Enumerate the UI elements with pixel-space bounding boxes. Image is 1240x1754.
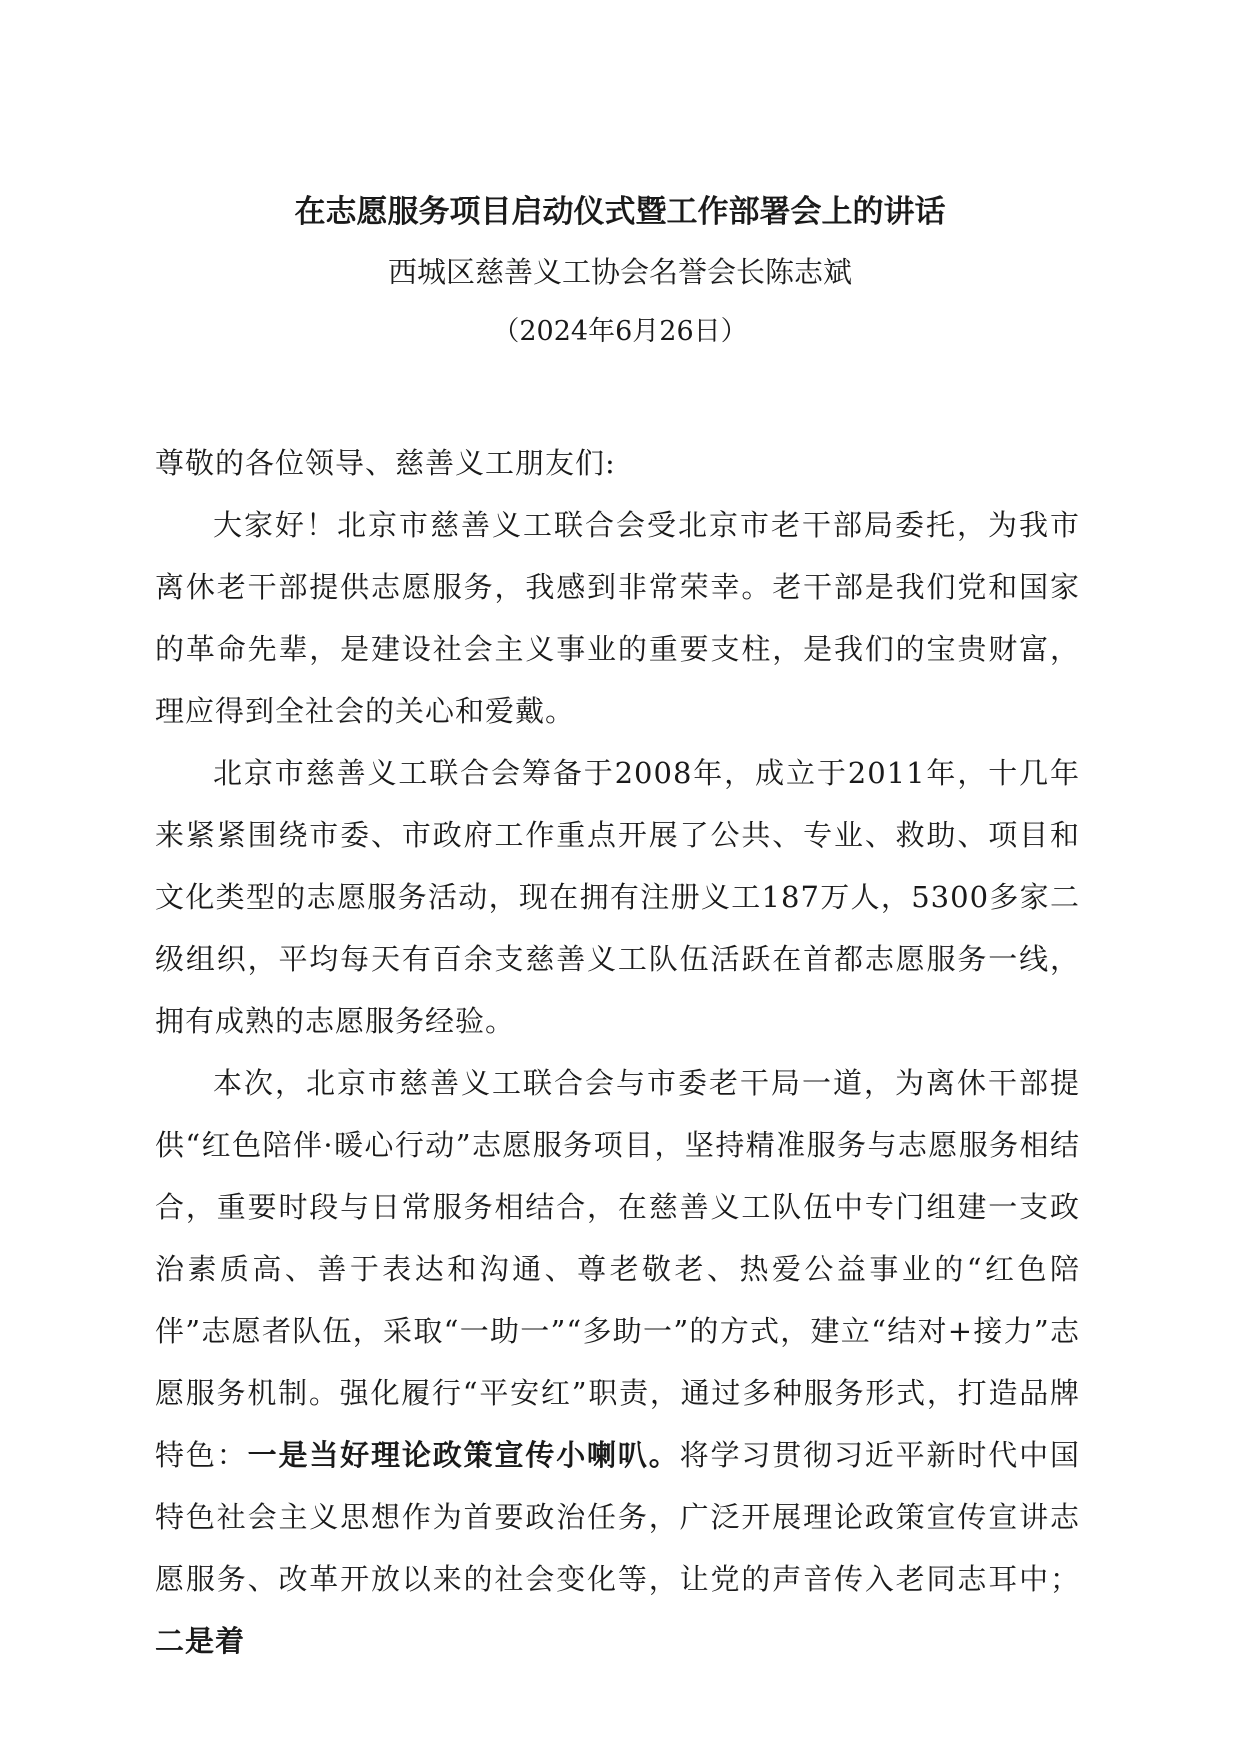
paragraph-3 — [155, 1052, 1080, 1672]
page-title: 在志愿服务项目启动仪式暨工作部署会上的讲话 — [294, 194, 946, 230]
speech-date: （2024年6月26日） — [492, 316, 748, 347]
point-two-heading: 二是着 — [155, 1624, 246, 1658]
speech-body — [155, 432, 1080, 1672]
speaker-line: 西城区慈善义工协会名誉会长陈志斌 — [387, 255, 852, 289]
salutation: 尊敬的各位领导、慈善义工朋友们: — [155, 446, 616, 480]
paragraph-2: 北京市慈善义工联合会筹备于2008年，成立于2011年，十几年来紧紧围绕市委、市政府工作重点开展了公共、专业、救助、项目和文化类型的志愿服务活动，现在拥有注册义工187万人，5300多家二级组织，平均每天有百余支慈善义工队伍活跃在首都志愿服务一线，拥有成熟的志愿服务经验。 — [155, 756, 1080, 1038]
paragraph-3-text-b: 将学习贯彻习近平新时代中国特色社会主义思想作为首要政治任务，广泛开展理论政策宣传宣讲志愿服务、改革开放以来的社会变化等，让党的声音传入老同志耳中； — [155, 1438, 1080, 1596]
paragraph-3-text-a: 本次，北京市慈善义工联合会与市委老干局一道，为离休干部提供“红色陪伴·暖心行动”志愿服务项目，坚持精准服务与志愿服务相结合，重要时段与日常服务相结合，在慈善义工队伍中专门组建一支政治素质高、善于表达和沟通、尊老敬老、热爱公益事业的“红色陪伴”志愿者队伍，采取“一助一”“多助一”的方式，建立“结对+接力”志愿服务机制。强化履行“平安红”职责，通过多种服务形式，打造品牌特色： — [155, 1066, 1080, 1472]
point-one-heading: 一是当好理论政策宣传小喇叭。 — [247, 1438, 680, 1472]
paragraph-1: 大家好！北京市慈善义工联合会受北京市老干部局委托，为我市离休老干部提供志愿服务，我感到非常荣幸。老干部是我们党和国家的革命先辈，是建设社会主义事业的重要支柱，是我们的宝贵财富，理应得到全社会的关心和爱戴。 — [155, 508, 1080, 728]
